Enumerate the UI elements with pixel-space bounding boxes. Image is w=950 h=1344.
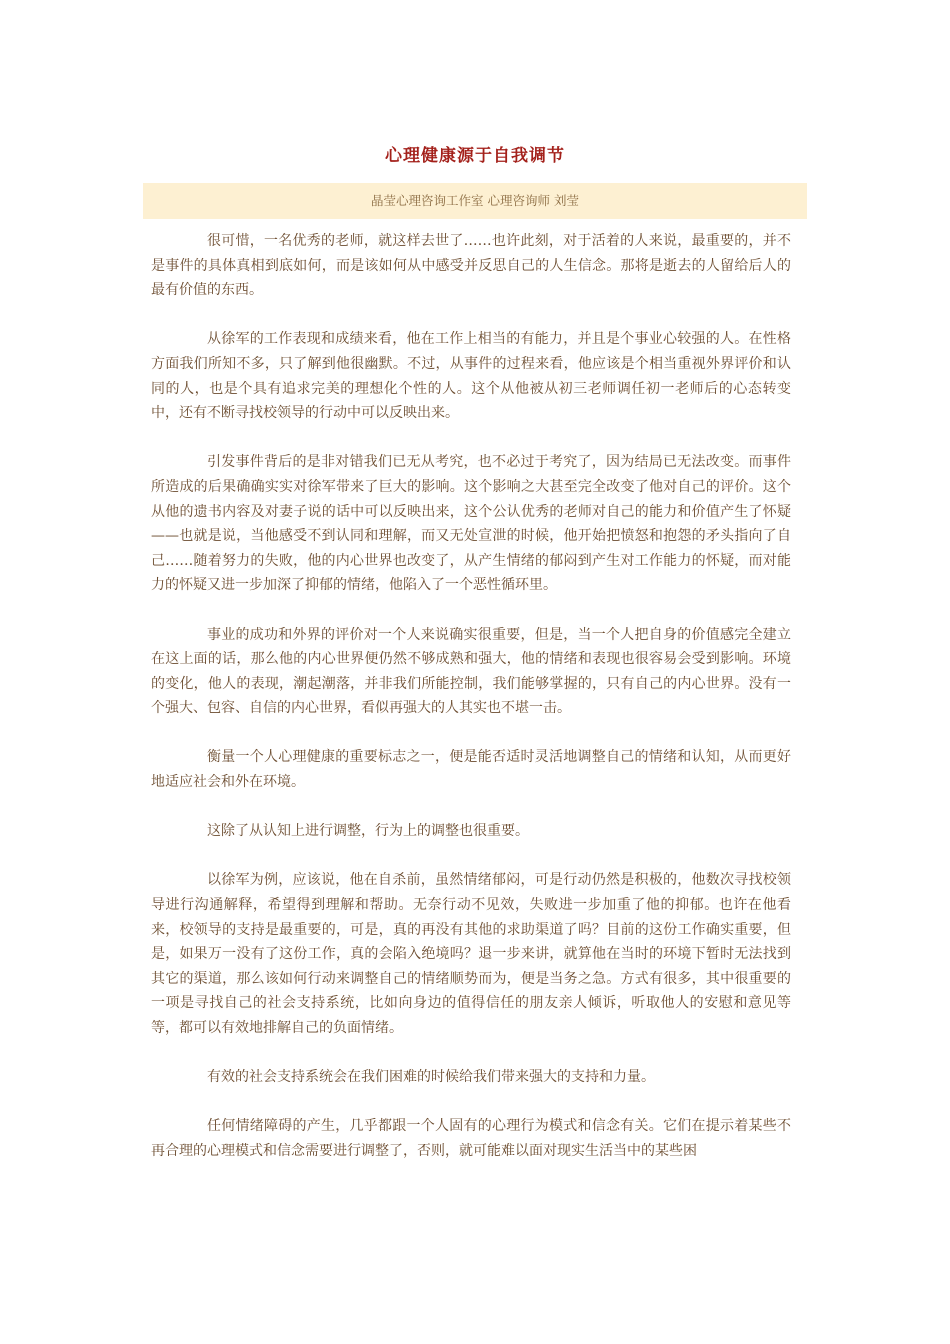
paragraph: 有效的社会支持系统会在我们困难的时候给我们带来强大的支持和力量。 — [207, 1069, 655, 1086]
paragraph: 以徐军为例，应该说，他在自杀前，虽然情绪郁闷，可是行动仍然是积极的，他数次寻找校领导进行沟通解释，希望得到理解和帮助。无奈行动不见效，失败进一步加重了他的抑郁。也许在他看来，校领导的支持是最重要的，可是，真的再没有其他的求助渠道了吗？目前的这份工作确实重要，但是，如果万一没有了这份工作，真的会陷入绝境吗？退一步来讲，就算他在当时的环境下暂时无法找到其它的渠道，那么该如何行动来调整自己的情绪顺势而为，便是当务之急。方式有很多，其中很重要的一项是寻找自己的社会支持系统，比如向身边的值得信任的朋友亲人倾诉，听取他人的安慰和意见等等，都可以有效地排解自己的负面情绪。 — [151, 872, 791, 1036]
article-title: 心理健康源于自我调节 — [385, 146, 565, 166]
paragraph: 引发事件背后的是非对错我们已无从考究，也不必过于考究了，因为结局已无法改变。而事件所造成的后果确确实实对徐军带来了巨大的影响。这个影响之大甚至完全改变了他对自己的评价。这个从他的遗书内容及对妻子说的话中可以反映出来，这个公认优秀的老师对自己的能力和价值产生了怀疑——也就是说，当他感受不到认同和理解，而又无处宣泄的时候，他开始把愤怒和抱怨的矛头指向了自己……随着努力的失败，他的内心世界也改变了，从产生情绪的郁闷到产生对工作能力的怀疑，而对能力的怀疑又进一步加深了抑郁的情绪，他陷入了一个恶性循环里。 — [151, 454, 791, 594]
paragraph: 从徐军的工作表现和成绩来看，他在工作上相当的有能力，并且是个事业心较强的人。在性格方面我们所知不多，只了解到他很幽默。不过，从事件的过程来看，他应该是个相当重视外界评价和认同的人，也是个具有追求完美的理想化个性的人。这个从他被从初三老师调任初一老师后的心态转变中，还有不断寻找校领导的行动中可以反映出来。 — [151, 331, 791, 422]
paragraph: 这除了从认知上进行调整，行为上的调整也很重要。 — [207, 823, 529, 840]
author-byline: 晶莹心理咨询工作室 心理咨询师 刘莹 — [143, 183, 807, 219]
paragraph: 任何情绪障碍的产生，几乎都跟一个人固有的心理行为模式和信念有关。它们在提示着某些不再合理的心理模式和信念需要进行调整了，否则，就可能难以面对现实生活当中的某些困 — [151, 1118, 791, 1159]
paragraph: 很可惜，一名优秀的老师，就这样去世了……也许此刻，对于活着的人来说，最重要的，并不是事件的具体真相到底如何，而是该如何从中感受并反思自己的人生信念。那将是逝去的人留给后人的最有价值的东西。 — [151, 233, 791, 299]
paragraph: 事业的成功和外界的评价对一个人来说确实很重要，但是，当一个人把自身的价值感完全建立在这上面的话，那么他的内心世界便仍然不够成熟和强大，他的情绪和表现也很容易会受到影响。环境的变化，他人的表现，潮起潮落，并非我们所能控制，我们能够掌握的，只有自己的内心世界。没有一个强大、包容、自信的内心世界，看似再强大的人其实也不堪一击。 — [151, 626, 791, 717]
article-body — [151, 229, 791, 1188]
paragraph: 衡量一个人心理健康的重要标志之一，便是能否适时灵活地调整自己的情绪和认知，从而更好地适应社会和外在环境。 — [151, 749, 791, 791]
